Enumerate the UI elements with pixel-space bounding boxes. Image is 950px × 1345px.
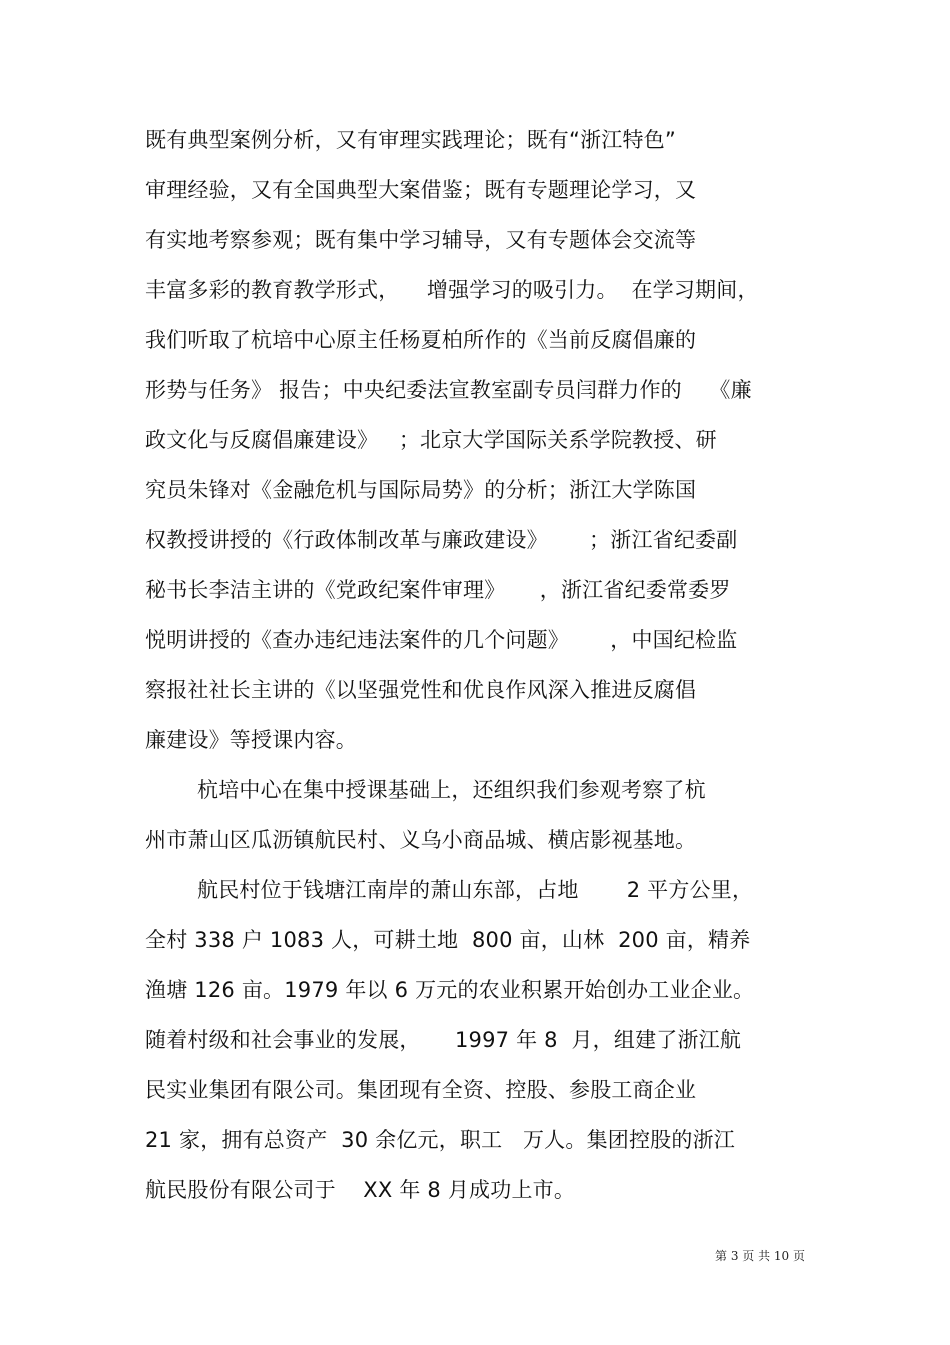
text-line: 秘书长李洁主讲的《党政纪案件审理》 ，浙江省纪委常委罗 — [145, 578, 731, 602]
text-line: 究员朱锋对《金融危机与国际局势》的分析；浙江大学陈国 — [145, 478, 697, 502]
text-line: 既有典型案例分析，又有审理实践理论；既有“浙江特色” — [145, 128, 676, 152]
text-line: 察报社社长主讲的《以坚强党性和优良作风深入推进反腐倡 — [145, 678, 697, 702]
text-line: 航民村位于钱塘江南岸的萧山东部，占地 2 平方公里， — [197, 878, 754, 902]
text-line: 权教授讲授的《行政体制改革与廉政建设》 ；浙江省纪委副 — [145, 528, 738, 552]
text-line: 州市萧山区瓜沥镇航民村、义乌小商品城、横店影视基地。 — [145, 828, 697, 852]
text-line: 21 家，拥有总资产 30 余亿元，职工 万人。集团控股的浙江 — [145, 1128, 735, 1152]
text-line: 民实业集团有限公司。集团现有全资、控股、参股工商企业 — [145, 1078, 697, 1102]
text-line: 悦明讲授的《查办违纪违法案件的几个问题》 ，中国纪检监 — [145, 628, 738, 652]
page-number-footer: 第 3 页 共 10 页 — [715, 1249, 805, 1263]
text-line: 全村 338 户 1083 人，可耕土地 800 亩，山林 200 亩，精养 — [145, 928, 751, 952]
text-line: 随着村级和社会事业的发展， 1997 年 8 月，组建了浙江航 — [145, 1028, 742, 1052]
text-line: 有实地考察参观；既有集中学习辅导，又有专题体会交流等 — [145, 228, 697, 252]
text-line: 我们听取了杭培中心原主任杨夏柏所作的《当前反腐倡廉的 — [145, 328, 697, 352]
body-text — [145, 115, 825, 1215]
text-line: 渔塘 126 亩。1979 年以 6 万元的农业积累开始创办工业企业。 — [145, 978, 755, 1002]
text-line: 审理经验，又有全国典型大案借鉴；既有专题理论学习，又 — [145, 178, 697, 202]
text-line: 丰富多彩的教育教学形式， 增强学习的吸引力。 在学习期间， — [145, 278, 759, 302]
text-line: 政文化与反腐倡廉建设》 ；北京大学国际关系学院教授、研 — [145, 428, 717, 452]
text-line: 廉建设》等授课内容。 — [145, 728, 357, 752]
text-line: 杭培中心在集中授课基础上，还组织我们参观考察了杭 — [197, 778, 706, 802]
text-line: 形势与任务》 报告；中央纪委法宣教室副专员闫群力作的 《廉 — [145, 378, 752, 402]
text-line: 航民股份有限公司于 XX 年 8 月成功上市。 — [145, 1178, 576, 1202]
